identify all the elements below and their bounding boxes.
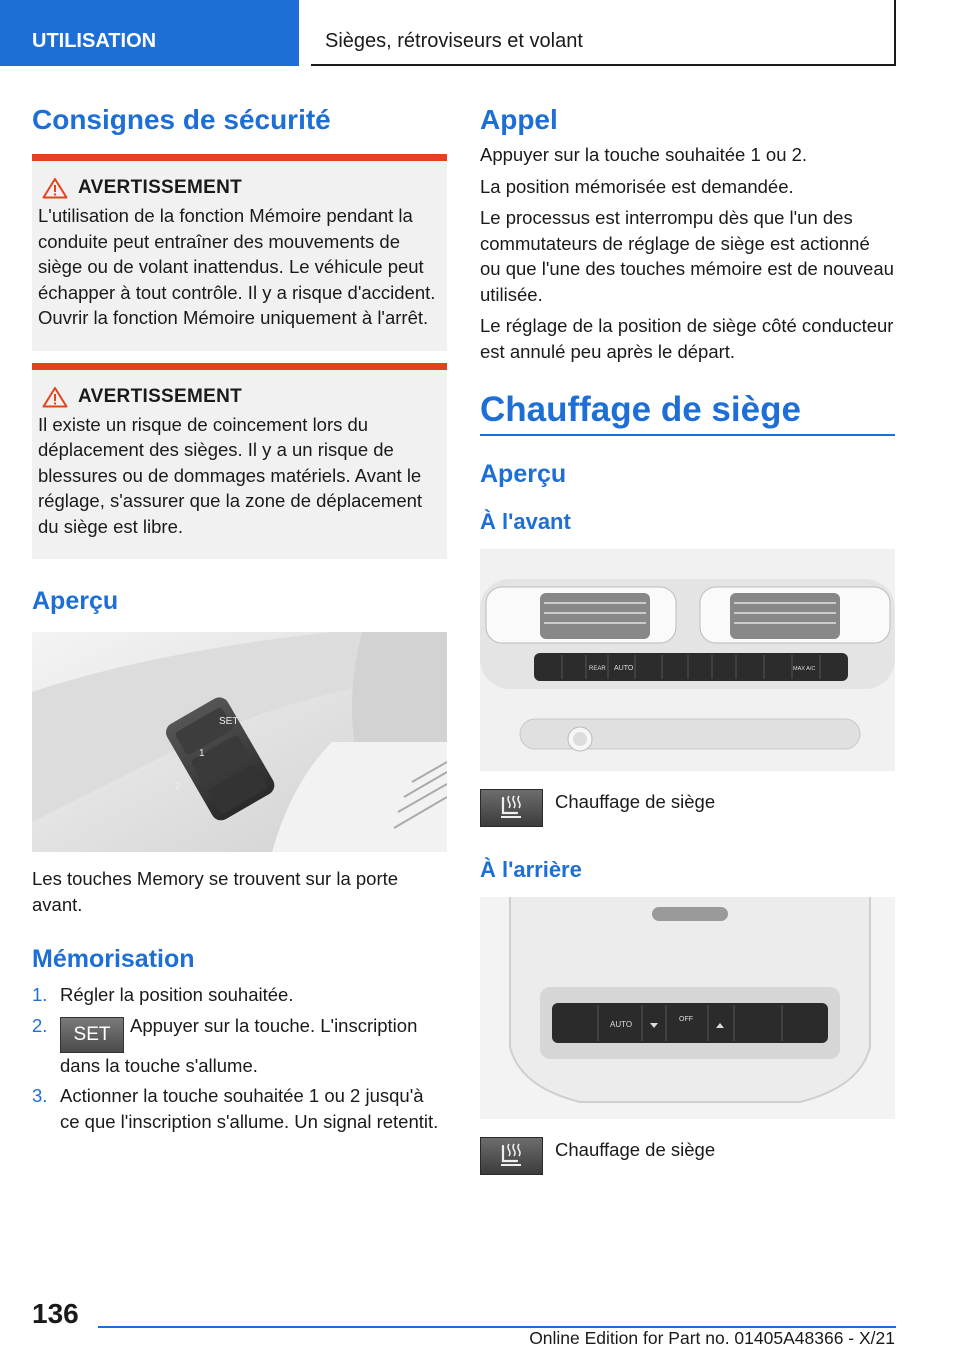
- warning-triangle-icon: [42, 177, 68, 199]
- header-section-tab: [0, 0, 299, 66]
- rear-heating-legend: [480, 1137, 895, 1175]
- step-number: 3.: [32, 1085, 48, 1106]
- rear-off-label: OFF: [679, 1016, 693, 1023]
- door-set-label: SET: [219, 716, 239, 727]
- warning-text: L'utilisation de la fonction Mémoire pendant la conduite peut entraîner des mouvements de siège ou de volant inattendus. Le véhicule peut échapper à tout contrôle. Il y a risque d'accident. Ouvrir la fonction Mémoire uniquement à l'arrêt.: [38, 205, 436, 328]
- left-column: [32, 100, 447, 1139]
- warning-box-1: [32, 154, 447, 351]
- warning-triangle-icon: [42, 386, 68, 408]
- rear-heading: À l'arrière: [480, 857, 582, 882]
- edition-footer: Online Edition for Part no. 01405A48366 - X/21: [529, 1328, 895, 1348]
- step-text: Régler la position souhaitée.: [60, 984, 294, 1005]
- warning-label: AVERTISSEMENT: [78, 177, 243, 198]
- appel-paragraph: Le réglage de la position de siège côté conducteur est annulé peu après le départ.: [480, 315, 894, 362]
- memory-buttons-caption: Les touches Memory se trouvent sur la porte avant.: [32, 868, 399, 915]
- front-heating-legend: [480, 789, 895, 827]
- list-item: [32, 1013, 447, 1079]
- door-btn2-label: 2: [175, 781, 181, 792]
- seat-heating-heading: Chauffage de siège: [480, 390, 895, 436]
- overview-heading: Aperçu: [32, 587, 119, 615]
- header-chapter-tab: [311, 0, 896, 66]
- safety-heading: Consignes de sécurité: [32, 104, 331, 135]
- heating-overview-heading: Aperçu: [480, 460, 567, 488]
- appel-paragraph: La position mémorisée est demandée.: [480, 175, 794, 197]
- appel-heading: Appel: [480, 104, 558, 135]
- set-key-icon: SET: [60, 1017, 124, 1053]
- door-memory-buttons-image: [32, 632, 447, 852]
- list-item: [32, 982, 447, 1008]
- rear-climate-panel-image: [480, 897, 895, 1119]
- front-maxac-label: MAX A/C: [793, 666, 816, 672]
- front-heading: À l'avant: [480, 509, 571, 534]
- step-text: Actionner la touche souhaitée 1 ou 2 jusqu'à ce que l'inscription s'allume. Un signal retentit.: [60, 1085, 439, 1132]
- appel-paragraph: Appuyer sur la touche souhaitée 1 ou 2.: [480, 144, 808, 165]
- memorisation-heading: Mémorisation: [32, 945, 195, 973]
- step-number: 1.: [32, 984, 48, 1005]
- warning-box-2: [32, 363, 447, 560]
- memorisation-steps: [32, 982, 447, 1134]
- rear-auto-label: AUTO: [610, 1020, 633, 1029]
- right-column: [480, 100, 895, 1175]
- rear-heating-caption: Chauffage de siège: [555, 1139, 716, 1160]
- front-rear-label: REAR: [589, 666, 606, 672]
- list-item: [32, 1083, 447, 1134]
- door-btn1-label: 1: [199, 748, 205, 759]
- header-chapter-label: Sièges, rétroviseurs et volant: [325, 30, 583, 52]
- step-text: Appuyer sur la touche. L'inscription dans la touche s'allume.: [60, 1014, 418, 1076]
- seat-heating-icon: [480, 789, 543, 827]
- warning-label: AVERTISSEMENT: [78, 385, 243, 407]
- appel-paragraph: Le processus est interrompu dès que l'un des commutateurs de réglage de siège est actionné ou que l'une des touches mémoire est de nouveau utilisée.: [480, 207, 894, 305]
- header-section-label: UTILISATION: [32, 30, 157, 52]
- step-number: 2.: [32, 1014, 48, 1036]
- front-climate-panel-image: [480, 549, 895, 771]
- page-number: 136: [32, 1298, 79, 1329]
- front-auto-label: AUTO: [614, 665, 634, 672]
- seat-heating-icon: [480, 1137, 543, 1175]
- front-heating-caption: Chauffage de siège: [555, 791, 716, 812]
- warning-text: Il existe un risque de coincement lors du déplacement des sièges. Il y a un risque de blessures ou de dommages matériels. Avant le réglage, s'assurer que la zone de déplacement du siège est libre.: [38, 413, 423, 537]
